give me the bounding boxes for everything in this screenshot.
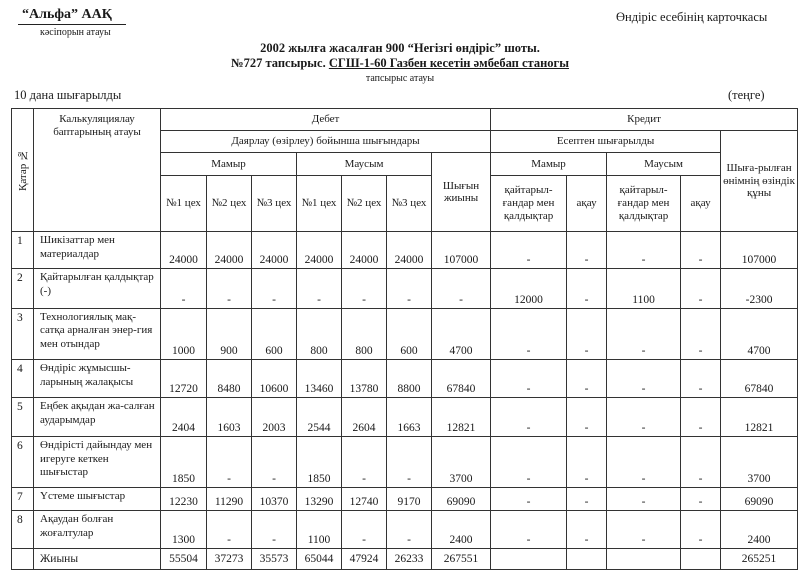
cell-value: 24000	[297, 232, 342, 269]
cell-value: -	[207, 436, 252, 487]
order-number: №727 тапсырыс.	[231, 56, 329, 70]
header-ceh2-may: №2 цех	[207, 175, 252, 232]
cell-value: 1603	[207, 398, 252, 436]
header-prep-costs: Даярлау (өзірлеу) бойынша шығындары	[161, 131, 491, 153]
header-returned-may: қайтарыл-ғандар мен қалдықтар	[491, 175, 567, 232]
cell-value: -	[681, 488, 721, 511]
cell-value: 12720	[161, 360, 207, 398]
header-ceh1-june: №1 цех	[297, 175, 342, 232]
cell-value: -	[681, 511, 721, 548]
header-ceh1-may: №1 цех	[161, 175, 207, 232]
cell-value: 12821	[721, 398, 798, 436]
total-row	[12, 548, 798, 569]
cell-value: -	[567, 436, 607, 487]
header-row-no-label: Қатар №	[16, 149, 29, 192]
cell-value: 69090	[432, 488, 491, 511]
cell-value: -	[607, 436, 681, 487]
table-row	[12, 308, 798, 359]
cell-value: 1100	[297, 511, 342, 548]
cell-value: -	[607, 360, 681, 398]
total-label: Жиыны	[34, 548, 161, 569]
total-value	[607, 548, 681, 569]
cell-value: 12230	[161, 488, 207, 511]
cell-value: 1100	[607, 269, 681, 308]
total-value	[681, 548, 721, 569]
cell-value: 8480	[207, 360, 252, 398]
table-row	[12, 232, 798, 269]
cell-value: -	[252, 436, 297, 487]
cell-value: 800	[297, 308, 342, 359]
table-row	[12, 488, 798, 511]
cell-value: 69090	[721, 488, 798, 511]
table-row	[12, 511, 798, 548]
cell-value: 2544	[297, 398, 342, 436]
header-ceh3-june: №3 цех	[387, 175, 432, 232]
document-title-line2	[0, 56, 800, 71]
cell-value: -	[681, 436, 721, 487]
cell-value: -	[387, 436, 432, 487]
cell-value: 10600	[252, 360, 297, 398]
total-value: 37273	[207, 548, 252, 569]
cell-value: 9170	[387, 488, 432, 511]
cell-value: -	[681, 308, 721, 359]
cell-value: 1850	[297, 436, 342, 487]
header-defect-may: ақау	[567, 175, 607, 232]
row-number: 1	[12, 232, 34, 269]
cell-value: 107000	[721, 232, 798, 269]
total-value: 35573	[252, 548, 297, 569]
header-written-off: Есептен шығарылды	[491, 131, 721, 153]
row-label: Технологиялық мақ-сатқа арналған энер-гия мен отындар	[34, 308, 161, 359]
cell-value: 2400	[432, 511, 491, 548]
cell-value: 24000	[387, 232, 432, 269]
cell-value: 4700	[721, 308, 798, 359]
cell-value: 1000	[161, 308, 207, 359]
row-label: Шикізаттар мен материалдар	[34, 232, 161, 269]
cell-value: 24000	[161, 232, 207, 269]
cell-value: 2003	[252, 398, 297, 436]
total-value: 55504	[161, 548, 207, 569]
cell-value: 8800	[387, 360, 432, 398]
cell-value: 1300	[161, 511, 207, 548]
cell-value: -	[207, 269, 252, 308]
total-value	[567, 548, 607, 569]
table-row	[12, 436, 798, 487]
header-product-cost: Шыға-рылған өнімнің өзіндік құны	[721, 131, 798, 232]
row-number: 6	[12, 436, 34, 487]
cell-value: -	[567, 269, 607, 308]
header-defect-june: ақау	[681, 175, 721, 232]
header-ceh2-june: №2 цех	[342, 175, 387, 232]
cell-value: 2404	[161, 398, 207, 436]
cell-value: -	[491, 488, 567, 511]
row-label: Өндірісті дайындау мен игеруге кеткен шығыстар	[34, 436, 161, 487]
cell-value: -	[342, 436, 387, 487]
cell-value: -	[297, 269, 342, 308]
order-name: СГШ-1-60 Газбен кесетін әмбебап станогы	[328, 56, 569, 70]
cell-value: 13780	[342, 360, 387, 398]
company-underline	[18, 24, 126, 25]
header-returned-june: қайтарыл-ғандар мен қалдықтар	[607, 175, 681, 232]
header-credit-june: Маусым	[607, 153, 721, 175]
cell-value: 3700	[721, 436, 798, 487]
cell-value: 3700	[432, 436, 491, 487]
total-no-cell	[12, 548, 34, 569]
row-label: Еңбек ақыдан жа-салған аударымдар	[34, 398, 161, 436]
row-label: Үстеме шығыстар	[34, 488, 161, 511]
cell-value: -	[387, 511, 432, 548]
cell-value: -2300	[721, 269, 798, 308]
cell-value: 107000	[432, 232, 491, 269]
cell-value: -	[681, 269, 721, 308]
row-label: Өндіріс жұмысшы-ларының жалақысы	[34, 360, 161, 398]
cell-value: -	[681, 360, 721, 398]
cell-value: -	[607, 488, 681, 511]
row-number: 3	[12, 308, 34, 359]
cell-value: 12821	[432, 398, 491, 436]
table-row	[12, 398, 798, 436]
header-cost-total: Шығын жиыны	[432, 153, 491, 232]
header-items: Калькуляциялау баптарының атауы	[34, 109, 161, 232]
cell-value: 900	[207, 308, 252, 359]
header-credit: Кредит	[491, 109, 798, 131]
cell-value: -	[491, 232, 567, 269]
cell-value: 24000	[207, 232, 252, 269]
cell-value: -	[491, 398, 567, 436]
company-caption: кәсіпорын атауы	[40, 27, 111, 38]
header-credit-may: Мамыр	[491, 153, 607, 175]
cell-value: 11290	[207, 488, 252, 511]
cell-value: 600	[252, 308, 297, 359]
cell-value: -	[567, 360, 607, 398]
cell-value: -	[567, 488, 607, 511]
cell-value: 12740	[342, 488, 387, 511]
cell-value: -	[491, 308, 567, 359]
cell-value: -	[161, 269, 207, 308]
document-title-line1: 2002 жылға жасалған 900 “Негізгі өндіріс” шоты.	[260, 41, 540, 55]
cell-value: -	[432, 269, 491, 308]
quantity-produced: 10 дана шығарылды	[14, 88, 122, 102]
row-label: Ақаудан болған жоғалтулар	[34, 511, 161, 548]
table-row	[12, 360, 798, 398]
cell-value: -	[607, 232, 681, 269]
cell-value: 4700	[432, 308, 491, 359]
total-value	[491, 548, 567, 569]
cell-value: 1850	[161, 436, 207, 487]
cell-value: 10370	[252, 488, 297, 511]
cell-value: -	[342, 511, 387, 548]
cell-value: -	[567, 232, 607, 269]
cell-value: -	[342, 269, 387, 308]
row-number: 8	[12, 511, 34, 548]
cell-value: 24000	[252, 232, 297, 269]
header-row-no	[12, 109, 34, 232]
cell-value: 13290	[297, 488, 342, 511]
cell-value: 600	[387, 308, 432, 359]
row-number: 2	[12, 269, 34, 308]
total-value: 26233	[387, 548, 432, 569]
cell-value: -	[567, 511, 607, 548]
row-number: 4	[12, 360, 34, 398]
cell-value: -	[252, 511, 297, 548]
cell-value: 1663	[387, 398, 432, 436]
total-value: 47924	[342, 548, 387, 569]
cell-value: 24000	[342, 232, 387, 269]
cell-value: 2604	[342, 398, 387, 436]
cell-value: -	[567, 398, 607, 436]
cell-value: 2400	[721, 511, 798, 548]
total-value: 65044	[297, 548, 342, 569]
cell-value: -	[491, 360, 567, 398]
cell-value: -	[607, 398, 681, 436]
cell-value: -	[681, 232, 721, 269]
cell-value: -	[491, 436, 567, 487]
order-caption: тапсырыс атауы	[365, 73, 435, 84]
row-label: Қайтарылған қалдықтар (-)	[34, 269, 161, 308]
header-debit-may: Мамыр	[161, 153, 297, 175]
cell-value: -	[567, 308, 607, 359]
cell-value: -	[387, 269, 432, 308]
cell-value: 13460	[297, 360, 342, 398]
company-name: “Альфа” ААҚ	[22, 7, 112, 22]
cell-value: -	[607, 308, 681, 359]
header-debit-june: Маусым	[297, 153, 432, 175]
cell-value: -	[252, 269, 297, 308]
cell-value: -	[607, 511, 681, 548]
row-number: 5	[12, 398, 34, 436]
cell-value: -	[207, 511, 252, 548]
cell-value: -	[681, 398, 721, 436]
total-value: 267551	[432, 548, 491, 569]
header-ceh3-may: №3 цех	[252, 175, 297, 232]
table-row	[12, 269, 798, 308]
cell-value: 800	[342, 308, 387, 359]
cell-value: 12000	[491, 269, 567, 308]
cell-value: 67840	[432, 360, 491, 398]
production-cost-table	[11, 108, 798, 570]
card-title: Өндіріс есебінің карточкасы	[616, 10, 768, 24]
currency-unit: (теңге)	[728, 88, 765, 102]
cell-value: -	[491, 511, 567, 548]
total-value: 265251	[721, 548, 798, 569]
cell-value: 67840	[721, 360, 798, 398]
header-debit: Дебет	[161, 109, 491, 131]
row-number: 7	[12, 488, 34, 511]
